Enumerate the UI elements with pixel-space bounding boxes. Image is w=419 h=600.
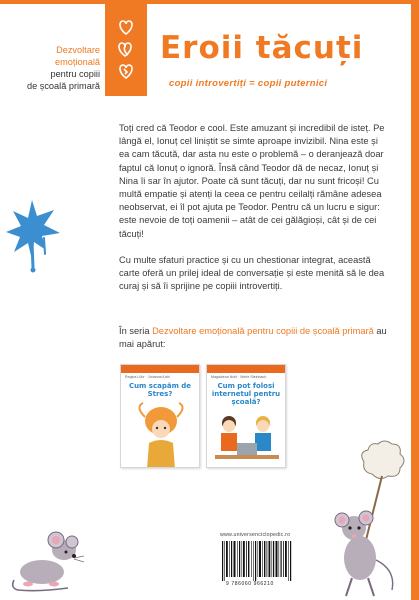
book-subtitle: copii introvertiți = copii puternici [169,78,328,89]
series-note [119,325,387,351]
book-cover-title: Cum pot folosi internetul pentru școală? [211,382,281,406]
hearts-icon [114,16,138,86]
back-cover-text [119,122,387,306]
blue-splash-icon [4,198,62,273]
series-note-prefix: În seria [119,326,153,336]
book-cover-topbar [121,365,199,373]
series-note-name: Dezvoltare emoțională pentru copiii de școală primară [152,326,374,336]
series-line-2: emoțională [55,57,100,67]
series-line-3: pentru copiii [50,69,100,79]
book-cover-stres [120,364,200,468]
girl-illustration-icon [121,399,200,468]
book-cover-title: Cum scapăm de Stres? [128,382,192,398]
publisher-url: www.universenciclopedic.ro [220,532,291,538]
book-cover-authors: Regina Lühr · Johanna Kahl [125,375,170,379]
blurb-paragraph-2: Cu multe sfaturi practice și cu un chestionar integrat, această carte oferă un prilej ideal de conversație și este menită să le dea curaj și să îi sprijine pe copiii introvertiți. [119,254,385,292]
series-name [20,44,100,92]
blurb-paragraph-1: Toți cred că Teodor e cool. Este amuzant și incredibil de isteț. Pe lângă el, Ionuț cel liniștit se simte aproape invizibil. Nina este și ea cam tăcută, dar asta nu este o problemă – o deranjează doar faptul că Ionuț o ignoră. Însă când Teodor dă de necaz, Ionuț și Nina îi sar în ajutor. Poate că sunt tăcuți, dar nu sunt fricoși! Cu multă empatie și atenți la ceea ce pentru ceilalți rămâne adesea neobservat, ei îl pot ajuta pe Teodor. Pentru că un lucru e sigur: este nevoie de toți oamenii – atât de cei gălăgioși, cât și de cei tăcuți! [119,123,385,239]
book-cover-internet [206,364,286,468]
isbn-number: 9 786060 966210 [226,581,274,587]
series-badge [105,4,147,96]
book-title: Eroii tăcuți [160,30,364,66]
kids-laptop-illustration-icon [207,409,286,468]
mouse-left-illustration-icon [8,510,88,592]
right-orange-strip [411,0,419,600]
top-orange-band [0,0,419,4]
book-cover-authors: Magdalena Nohl · Merle Steinbach [211,375,267,379]
series-note-suffix: au mai apărut: [119,326,387,349]
series-line-1: Dezvoltare [56,45,100,55]
book-cover-topbar [207,365,285,373]
series-line-4: de școală primară [26,81,100,91]
mouse-right-illustration-icon [326,440,412,600]
barcode-icon [220,541,294,581]
